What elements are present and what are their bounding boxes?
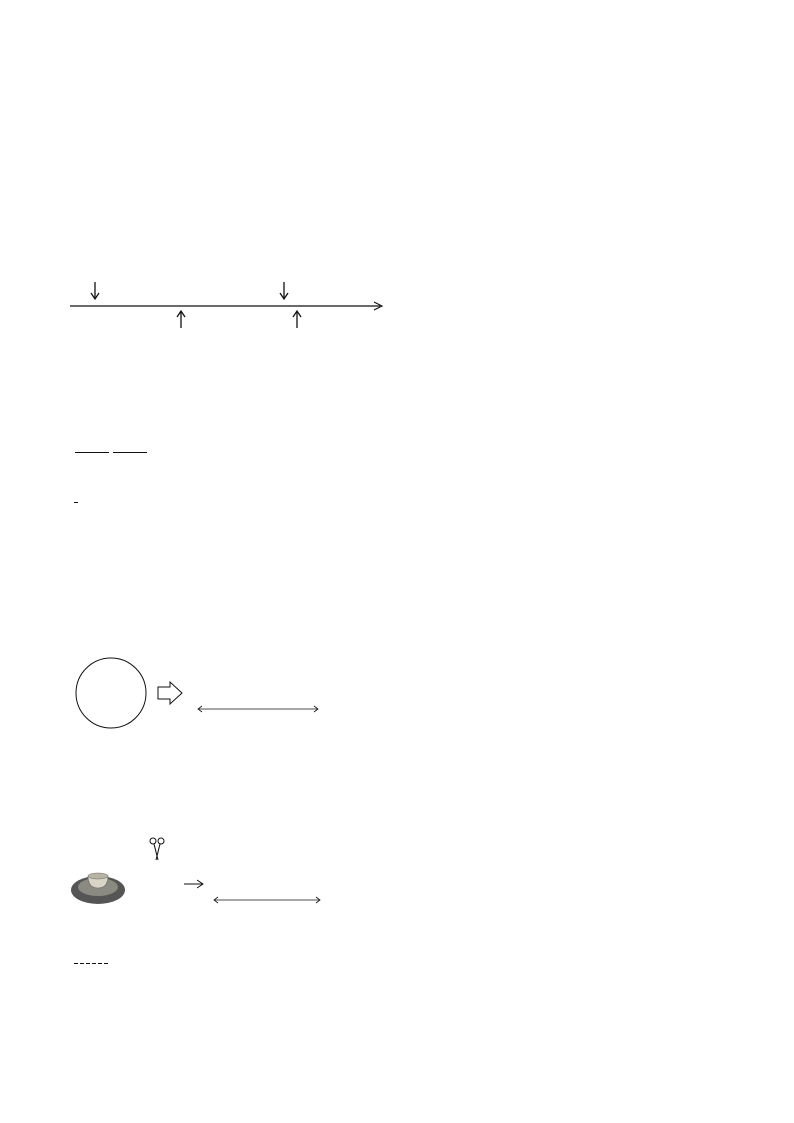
blank-fraction-bottom xyxy=(113,453,147,465)
coaster-figure xyxy=(70,832,330,914)
q8-line xyxy=(73,440,149,465)
fraction-term xyxy=(104,963,108,964)
q9-line1 xyxy=(73,492,79,512)
choice1-line xyxy=(73,953,109,973)
down-arrow-icon xyxy=(280,282,288,299)
scissors-icon xyxy=(150,838,164,860)
blank-fraction-top xyxy=(75,440,109,452)
blank-fraction-top xyxy=(113,440,147,452)
blank-fraction-1 xyxy=(75,440,109,465)
fraction-term xyxy=(80,963,84,964)
down-arrow-icon xyxy=(91,282,99,299)
right-arrow-icon xyxy=(158,682,182,704)
up-arrow-icon xyxy=(177,311,185,328)
fraction-term xyxy=(74,963,78,964)
divided-circle xyxy=(76,658,146,728)
number-line-figure xyxy=(60,258,400,350)
fraction-term xyxy=(92,963,96,964)
up-arrow-icon xyxy=(293,311,301,328)
blank-fraction-bottom xyxy=(75,453,109,465)
circle-to-rectangle-figure xyxy=(70,656,340,732)
q9-fraction xyxy=(74,502,78,503)
fraction-term xyxy=(86,963,90,964)
fraction-term xyxy=(98,963,102,964)
blank-fraction-2 xyxy=(113,440,147,465)
